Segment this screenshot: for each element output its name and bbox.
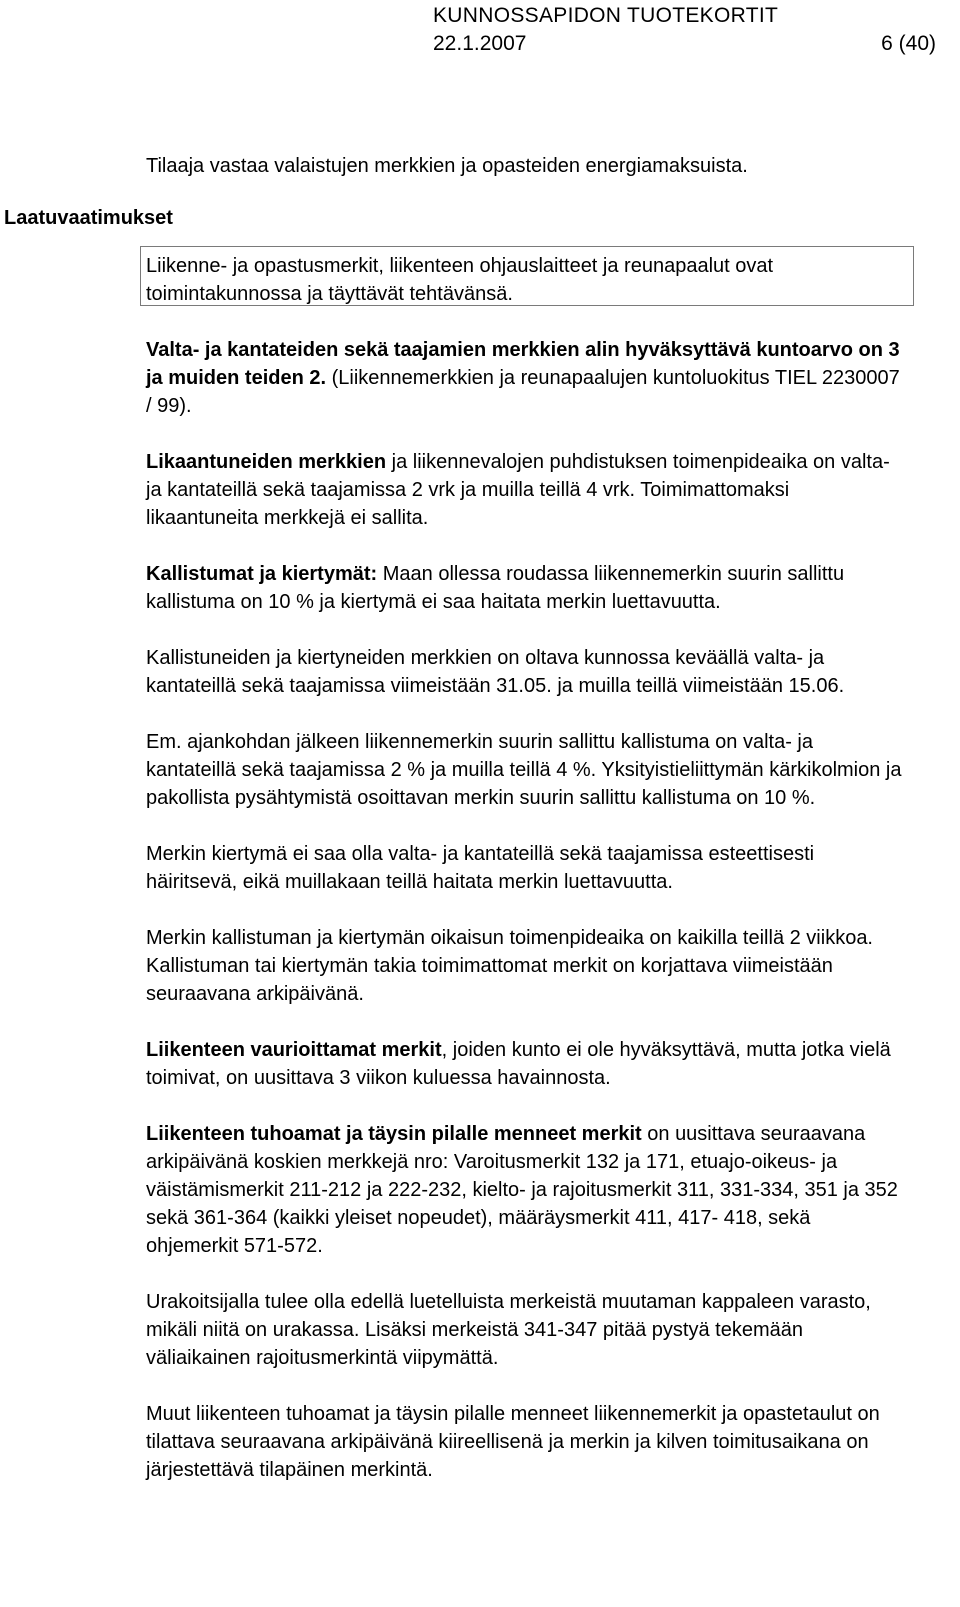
paragraph-kevat-kunnostus: Kallistuneiden ja kiertyneiden merkkien on oltava kunnossa keväällä valta- ja kantateillä sekä taajamissa viimeistään 31.05. ja muilla teillä viimeistään 15.06. — [146, 647, 845, 697]
paragraph-oikaisu: Merkin kallistuman ja kiertymän oikaisun toimenpideaika on kaikilla teillä 2 viikkoa. Kallistuman tai kiertymän takia toimimattomat merkit on korjattava viimeistään seuraavana arkipäivänä. — [146, 927, 873, 1005]
document-date: 22.1.2007 — [433, 32, 527, 55]
paragraph-text: Maan ollessa roudassa liikennemerkin suurin sallittu kallistuma on 10 % ja kiertymä ei saa haitata merkin luettavuutta. — [146, 563, 845, 613]
paragraph-text: on uusittava seuraavana arkipäivänä koskien merkkejä nro: Varoitusmerkit 132 ja 171, etuajo-oikeus- ja väistämismerkit 211-212 ja 222-232, kielto- ja rajoitusmerkit 311, 331-334, 351 ja 352 sekä 361-364 (kaikki yleiset nopeudet), määräysmerkit 411, 417- 418, sekä ohjemerkit 571-572. — [146, 1123, 898, 1257]
intro-text: Tilaaja vastaa valaistujen merkkien ja opasteiden energiamaksuista. — [146, 155, 748, 177]
paragraph-text: (Liikennemerkkien ja reunapaalujen kuntoluokitus TIEL 2230007 / 99). — [146, 367, 900, 417]
paragraph-text: ja liikennevalojen puhdistuksen toimenpideaika on valta- ja kantateillä sekä taajamissa 2 vrk ja muilla teillä 4 vrk. Toimimattomaksi likaantuneita merkkejä ei sallita. — [146, 451, 890, 529]
paragraph-likaantuneet — [146, 448, 906, 532]
requirement-box — [140, 246, 914, 306]
paragraph-tuhoamat — [146, 1120, 906, 1260]
page-number: 6 (40) — [881, 32, 936, 55]
page-header — [0, 2, 960, 62]
paragraph-bold: Liikenteen tuhoamat ja täysin pilalle menneet merkit — [146, 1123, 642, 1145]
paragraph-kallistumat — [146, 560, 906, 616]
paragraph-vaurioittamat — [146, 1036, 906, 1092]
requirement-box-text: Liikenne- ja opastusmerkit, liikenteen ohjauslaitteet ja reunapaalut ovat toimintakunnossa ja täyttävät tehtävänsä. — [146, 255, 774, 305]
paragraph-bold: Valta- ja kantateiden sekä taajamien merkkien alin hyväksyttävä kuntoarvo on 3 ja muiden teiden 2. — [146, 339, 900, 389]
paragraph-kuntoarvo — [146, 336, 906, 420]
paragraph-bold: Kallistumat ja kiertymät: — [146, 563, 378, 585]
section-label-laatuvaatimukset: Laatuvaatimukset — [4, 207, 173, 229]
paragraph-varasto: Urakoitsijalla tulee olla edellä luetelluista merkeistä muutaman kappaleen varasto, mikäli niitä on urakassa. Lisäksi merkeistä 341-347 pitää pystyä tekemään väliaikainen rajoitusmerkintä viipymättä. — [146, 1291, 871, 1369]
paragraph-text: , joiden kunto ei ole hyväksyttävä, mutta jotka vielä toimivat, on uusittava 3 viikon kuluessa havainnosta. — [146, 1039, 891, 1089]
paragraph-bold: Liikenteen vaurioittamat merkit — [146, 1039, 442, 1061]
document-title: KUNNOSSAPIDON TUOTEKORTIT — [433, 4, 779, 27]
paragraph-bold: Likaantuneiden merkkien — [146, 451, 387, 473]
main-content — [146, 336, 906, 1484]
paragraph-kiertyma: Merkin kiertymä ei saa olla valta- ja kantateillä sekä taajamissa esteettisesti häiritsevä, eikä muillakaan teillä haitata merkin luettavuutta. — [146, 843, 815, 893]
paragraph-muut-merkit: Muut liikenteen tuhoamat ja täysin pilalle menneet liikennemerkit ja opastetaulut on tilattava seuraavana arkipäivänä kiireellisenä ja merkin ja kilven toimitusaikana on järjestettävä tilapäinen merkintä. — [146, 1403, 880, 1481]
paragraph-sallittu-kallistuma: Em. ajankohdan jälkeen liikennemerkin suurin sallittu kallistuma on valta- ja kantateillä sekä taajamissa 2 % ja muilla teillä 4 %. Yksityistieliittymän kärkikolmion ja pakollista pysähtymistä osoittavan merkin suurin sallittu kallistuma on 10 %. — [146, 731, 902, 809]
